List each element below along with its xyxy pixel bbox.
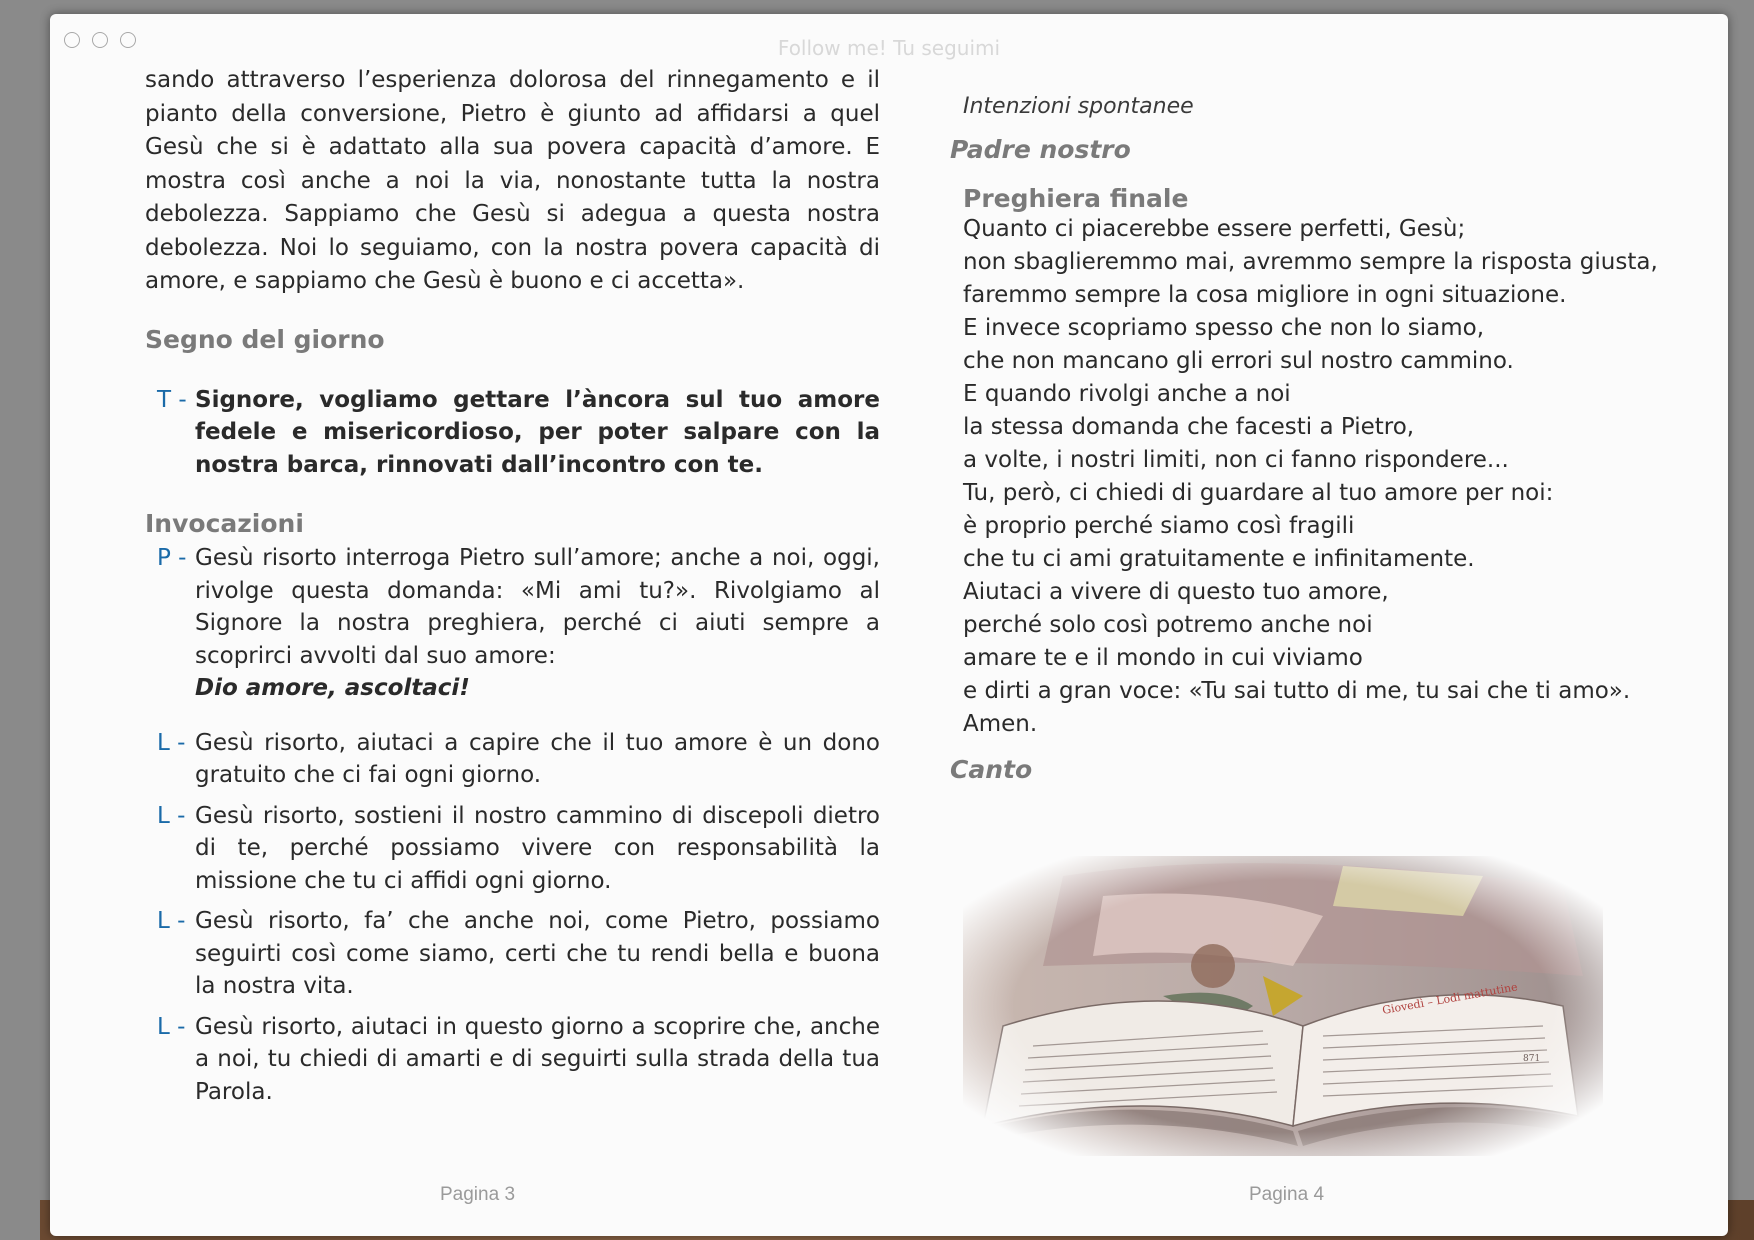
prayer-line: Quanto ci piacerebbe essere perfetti, Gesù; <box>963 216 1466 242</box>
prayer-line: che tu ci ami gratuitamente e infinitamente. <box>963 546 1475 572</box>
window-title: Follow me! Tu seguimi <box>777 36 1001 60</box>
lettore-item-4 <box>145 1011 880 1109</box>
bible-illustration <box>963 856 1603 1156</box>
preghiera-heading: Preghiera finale <box>963 184 1189 213</box>
page-3 <box>145 64 880 1108</box>
response-line: Dio amore, ascoltaci! <box>195 675 470 701</box>
prayer-line: perché solo così potremo anche noi <box>963 612 1373 638</box>
lettore-item-1 <box>145 727 880 792</box>
padre-nostro-heading: Padre nostro <box>950 135 1131 164</box>
segno-prayer <box>145 384 880 482</box>
prayer-line: è proprio perché siamo così fragili <box>963 513 1355 539</box>
prayer-line: a volte, i nostri limiti, non ci fanno rispondere... <box>963 447 1509 473</box>
page-4 <box>950 64 1710 784</box>
prayer-line: E invece scopriamo spesso che non lo siamo, <box>963 315 1485 341</box>
invocazione-text: Gesù risorto interroga Pietro sull’amore; anche a noi, oggi, rivolge questa domanda: «Mi ami tu?». Rivolgiamo al Signore la nostra preghiera, perché ci aiuti sempre a scoprirci avvolti dal suo amore: <box>195 545 880 669</box>
speaker-mark: L - <box>157 802 186 829</box>
prayer-line: faremmo sempre la cosa migliore in ogni situazione. <box>963 282 1567 308</box>
lettore-item-3 <box>145 905 880 1003</box>
invocazioni-heading: Invocazioni <box>145 509 304 538</box>
lettore-text: Gesù risorto, sostieni il nostro cammino di discepoli dietro di te, perché possiamo vivere con responsabilità la missione che tu ci affidi ogni giorno. <box>195 802 880 894</box>
speaker-mark: L - <box>157 729 186 756</box>
prayer-line: e dirti a gran voce: «Tu sai tutto di me, tu sai che ti amo». <box>963 678 1631 704</box>
prayer-line: amare te e il mondo in cui viviamo <box>963 645 1363 671</box>
page-number-4: Pagina 4 <box>1249 1184 1325 1205</box>
prayer-line: Tu, però, ci chiedi di guardare al tuo amore per noi: <box>963 480 1554 506</box>
bible-photo <box>963 856 1603 1156</box>
prayer-line: E quando rivolgi anche a noi <box>963 381 1291 407</box>
lettore-text: Gesù risorto, aiutaci a capire che il tuo amore è un dono gratuito che ci fai ogni giorno. <box>195 729 880 788</box>
speaker-mark: L - <box>157 908 186 934</box>
prayer-line: la stessa domanda che facesti a Pietro, <box>963 414 1415 440</box>
speaker-mark: T - <box>157 386 187 413</box>
lettore-text: Gesù risorto, fa’ che anche noi, come Pietro, possiamo seguirti così come siamo, certi che tu rendi bella e buona la nostra vita. <box>195 908 880 999</box>
page-number-3: Pagina 3 <box>440 1184 516 1205</box>
lettore-text: Gesù risorto, aiutaci in questo giorno a scoprire che, anche a noi, tu chiedi di amarti e di seguirti sulla strada della tua Parola. <box>195 1013 880 1105</box>
speaker-mark: L - <box>157 1013 186 1040</box>
canto-heading: Canto <box>950 755 1033 784</box>
preghiera-finale <box>963 213 1710 741</box>
prayer-line: Amen. <box>963 711 1038 737</box>
lettore-item-2 <box>145 800 880 898</box>
reader-window <box>50 14 1728 1236</box>
segno-heading: Segno del giorno <box>145 324 385 354</box>
intenzioni-rubric: Intenzioni spontanee <box>963 94 1194 119</box>
speaker-mark: P - <box>157 545 187 571</box>
intro-paragraph: sando attraverso l’esperienza dolorosa del rinnegamento e il pianto della conversione, Pietro è giunto ad affidarsi a quel Gesù che si è adattato alla sua povera capacità d’amore. E mostra così anche a noi la via, nonostante tutta la nostra debolezza. Sappiamo che Gesù si adegua a questa nostra debolezza. Noi lo seguiamo, con la nostra povera capacità di amore, e sappiamo che Gesù è buono e ci accetta». <box>145 67 880 294</box>
prayer-line: Aiutaci a vivere di questo tuo amore, <box>963 579 1389 605</box>
invocazione-intro <box>145 542 880 705</box>
segno-text: Signore, vogliamo gettare l’àncora sul tuo amore fedele e misericordioso, per poter salpare con la nostra barca, rinnovati dall’incontro con te. <box>195 386 880 478</box>
prayer-line: che non mancano gli errori sul nostro cammino. <box>963 348 1514 374</box>
prayer-line: non sbaglieremmo mai, avremmo sempre la risposta giusta, <box>963 249 1658 275</box>
